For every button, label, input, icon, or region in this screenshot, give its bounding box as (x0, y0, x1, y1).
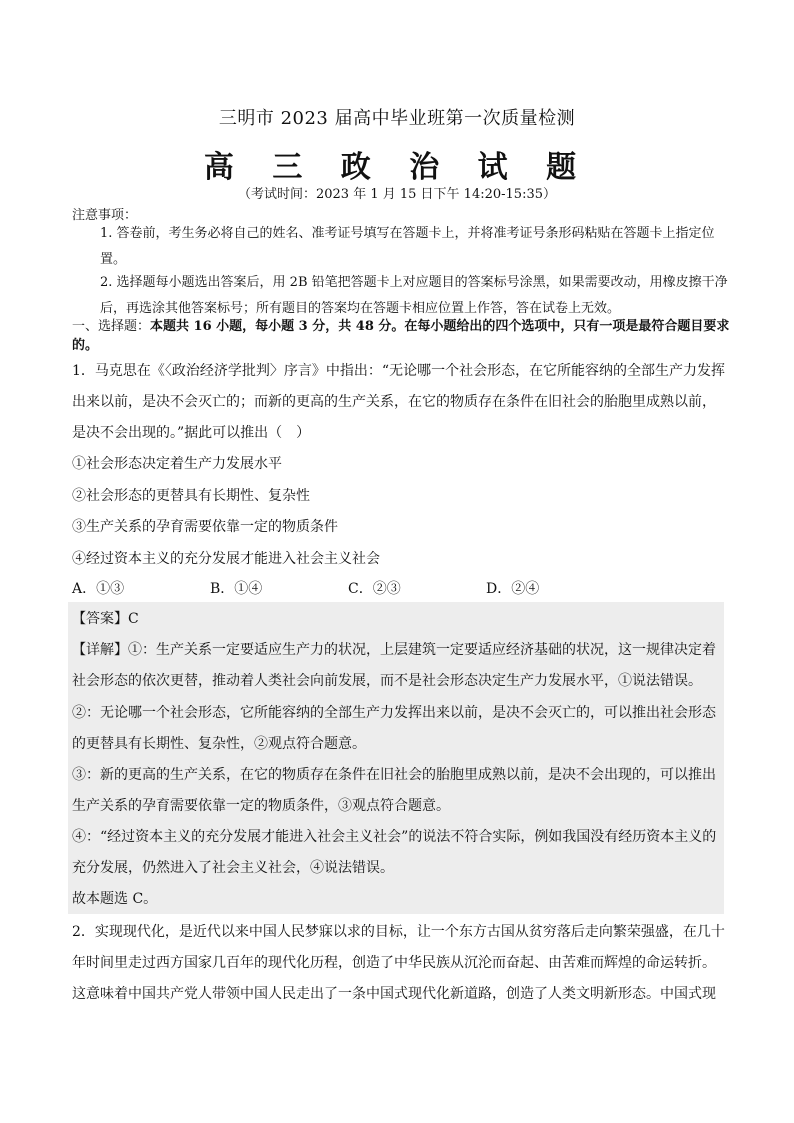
notice-item (100, 221, 730, 273)
section-prefix: 一、选择题： (72, 319, 151, 334)
question-2-stem: 2．实现现代化，是近代以来中国人民梦寐以求的目标，让一个东方古国从贫穷落后走向繁荣强盛，在几十年时间里走过西方国家几百年的现代化历程，创造了中华民族从沉沦而奋起、由苦难而辉煌的命运转折。这意味着中国共产党人带领中国人民走出了一条中国式现代化新道路，创造了人类文明新形态。中国式现 (72, 924, 725, 1002)
notice-item (100, 270, 730, 322)
choice-d: D．②④ (486, 581, 540, 597)
notice-number: 2. (100, 275, 113, 290)
choice-c: C．②③ (348, 581, 401, 597)
explanation-paragraph: 【详解】①：生产关系一定要适应生产力的状况，上层建筑一定要适应经济基础的状况，这一规律决定着社会形态的依次更替，推动着人类社会向前发展，而不是社会形态决定生产力发展水平，①说法错误。 (72, 642, 716, 689)
statement-option: ①社会形态决定着生产力发展水平 (72, 456, 282, 472)
choice-b: B．①④ (210, 581, 263, 597)
notice-title: 注意事项： (72, 208, 138, 223)
explanation-paragraph: ③：新的更高的生产关系，在它的物质存在条件在旧社会的胎胞里成熟以前，是决不会出现的，可以推出生产关系的孕育需要依靠一定的物质条件，③观点符合题意。 (72, 767, 716, 814)
statement-option: ④经过资本主义的充分发展才能进入社会主义社会 (72, 551, 380, 567)
answer-conclusion: 故本题选 C。 (72, 891, 158, 907)
choice-a: A．①③ (72, 581, 125, 597)
answer-label: 【答案】C (72, 611, 139, 627)
question-1-stem: 1．马克思在《〈政治经济学批判〉序言》中指出：“无论哪一个社会形态，在它所能容纳的全部生产力发挥出来以前，是决不会灭亡的；而新的更高的生产关系，在它的物质存在条件在旧社会的胎胞里成熟以前，是决不会出现的。”据此可以推出（ ） (72, 363, 726, 441)
statement-option: ②社会形态的更替具有长期性、复杂性 (72, 488, 310, 504)
section-heading (72, 317, 732, 355)
notice-text: 选择题每小题选出答案后，用 2B 铅笔把答题卡上对应题目的答案标号涂黑，如果需要改动，用橡皮擦干净后，再选涂其他答案标号；所有题目的答案均在答题卡相应位置上作答，答在试卷上无效。 (100, 275, 728, 316)
exam-title: 高 三 政 治 试 题 (203, 150, 591, 185)
explanation-paragraph: ②：无论哪一个社会形态，它所能容纳的全部生产力发挥出来以前，是决不会灭亡的，可以推出社会形态的更替具有长期性、复杂性，②观点符合题意。 (72, 705, 716, 752)
notice-text: 答卷前，考生务必将自己的姓名、准考证号填写在答题卡上，并将准考证号条形码粘贴在答题卡上指定位置。 (100, 226, 715, 267)
notice-number: 1. (100, 226, 113, 241)
explanation-paragraph: ④：“经过资本主义的充分发展才能进入社会主义社会”的说法不符合实际，例如我国没有经历资本主义的充分发展，仍然进入了社会主义社会，④说法错误。 (72, 829, 717, 876)
section-instructions: 本题共 16 小题，每小题 3 分，共 48 分。在每小题给出的四个选项中，只有一项是最符合题目要求的。 (72, 319, 730, 353)
exam-time: （考试时间：2023 年 1 月 15 日下午 14:20-15:35） (237, 187, 556, 202)
exam-series-title: 三明市 2023 届高中毕业班第一次质量检测 (218, 108, 576, 129)
statement-option: ③生产关系的孕育需要依靠一定的物质条件 (72, 519, 338, 535)
